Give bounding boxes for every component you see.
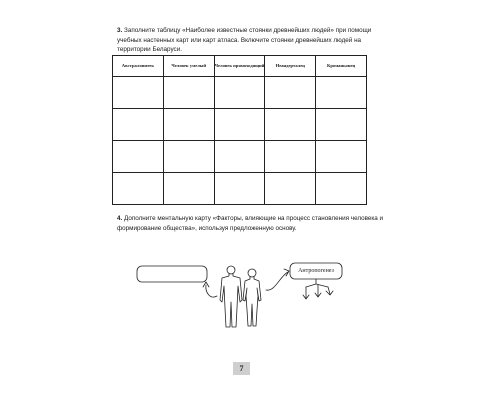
task-4-number: 4.	[117, 215, 123, 222]
man-figure-icon	[220, 266, 242, 327]
header-cro-magnon: Кроманьонец	[316, 56, 367, 77]
task-3-text: Заполните таблицу «Наиболее известные стоянки древнейших людей» при помощи учебных настенных карт или карт атласа. Включите стоянки древнейших людей на территории Беларуси.	[117, 27, 372, 54]
branch-lines	[306, 279, 328, 287]
branch-arrow-left	[303, 287, 309, 299]
task-3-number: 3.	[117, 27, 123, 34]
woman-figure-icon	[243, 269, 261, 326]
task-4-text: Дополните ментальную карту «Факторы, влияющие на процесс становления человека и формирование общества», используя предложенную основу.	[117, 215, 384, 232]
arrow-to-right-box	[266, 272, 288, 290]
anthropogenesis-label: Антропогенез	[298, 268, 334, 274]
header-neanderthal: Неандерталец	[265, 56, 316, 77]
branch-arrow-right	[326, 287, 333, 295]
arrow-to-left-box	[206, 285, 217, 297]
branch-arrow-middle	[315, 285, 321, 297]
mind-map-empty-box[interactable]	[137, 266, 207, 282]
header-homo-habilis: Человек умелый	[163, 56, 214, 77]
page-number: 7	[233, 362, 250, 375]
header-homo-erectus: Человек прямоходящий	[214, 56, 265, 77]
header-australopithecus: Австралопитек	[113, 56, 164, 77]
